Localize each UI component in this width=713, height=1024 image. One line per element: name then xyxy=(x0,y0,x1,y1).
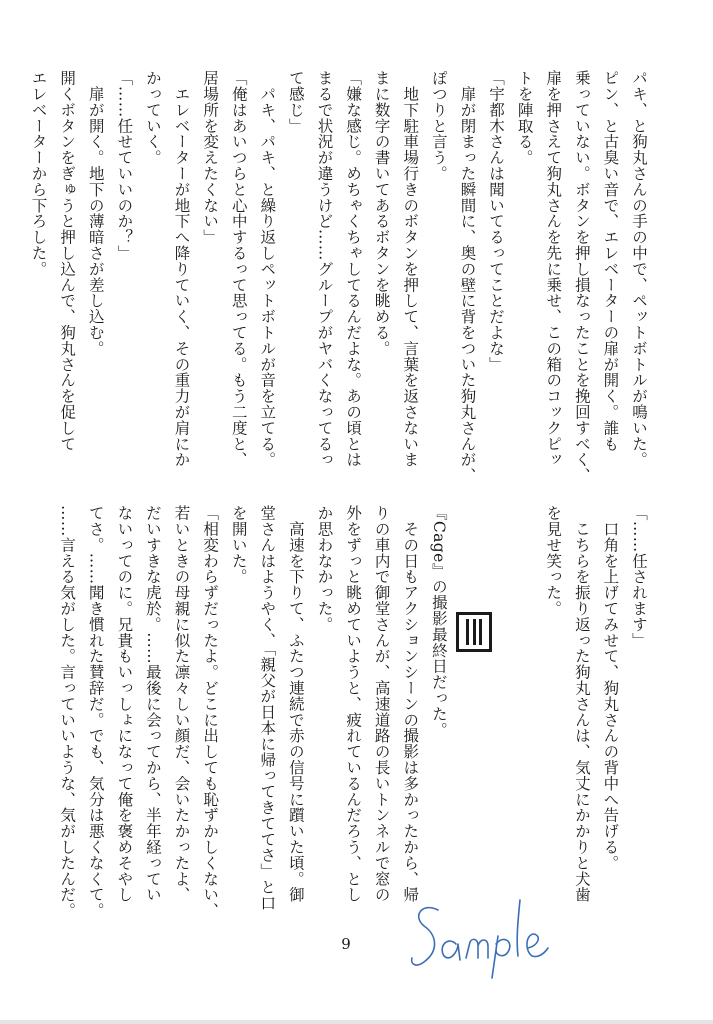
text-line: トを陣取る。 xyxy=(515,70,534,166)
text-line: 「相変わらずだったよ。どこに出しても恥ずかしくない、 xyxy=(201,505,220,919)
text-line: 扉が閉まった瞬間に、奥の壁に背をついた狗丸さんが、 xyxy=(458,70,477,484)
text-line: 『Cage』の撮影最終日だった。 xyxy=(429,505,448,738)
top-text-column xyxy=(24,70,653,490)
text-line: てさ。……聞き慣れた賛辞だ。でも、気分は悪くなくて。 xyxy=(86,505,105,919)
text-line: その日もアクションシーンの撮影は多かったから、帰 xyxy=(401,505,420,903)
text-line: 口角を上げてみせて、狗丸さんの背中へ告げる。 xyxy=(601,505,620,871)
text-line: 「……任せていいのか？」 xyxy=(115,70,134,261)
text-line: 開くボタンをぎゅうと押し込んで、狗丸さんを促して xyxy=(58,70,77,452)
text-line: 「俺はあいつらと心中するって思ってる。もう二度と、 xyxy=(229,70,248,468)
text-line: ぽつりと言う。 xyxy=(429,70,448,182)
text-line: まるで状況が違うけど……グループがヤバくなってるっ xyxy=(315,70,334,468)
text-line: て感じ」 xyxy=(286,70,305,134)
text-line: 高速を下りて、ふたつ連続で赤の信号に躓いた頃。御 xyxy=(286,505,305,903)
text-line: りの車内で御堂さんが、高速道路の長いトンネルで窓の xyxy=(372,505,391,903)
text-line: こちらを振り返った狗丸さんは、気丈にかかりと犬歯 xyxy=(572,505,591,903)
text-line: 扉を押さえて狗丸さんを先に乗せ、この箱のコックピッ xyxy=(544,70,563,468)
text-line: パキ、と狗丸さんの手の中で、ペットボトルが鳴いた。 xyxy=(630,70,648,468)
page-bottom-rule xyxy=(0,1020,713,1024)
text-line: ……言える気がした。言っていいような、気がしたんだ。 xyxy=(58,505,77,919)
text-line: 乗っていない。ボタンを押し損なったことを挽回すべく、 xyxy=(572,70,591,484)
text-line: エレベーターから下ろした。 xyxy=(29,70,48,277)
text-line: だいすきな虎於。……最後に会ってから、半年経ってい xyxy=(143,505,162,903)
text-line: 「宇都木さんは聞いてるってことだよな」 xyxy=(487,70,506,373)
cage-bars-icon xyxy=(456,612,492,652)
text-line: 扉が開く。地下の薄暗さが差し込む。 xyxy=(86,70,105,357)
text-line: かっていく。 xyxy=(143,70,162,166)
text-line: ないってのに。兄貴もいっしょになって俺を褒めそやし xyxy=(115,505,134,903)
text-line: まに数字の書いてあるボタンを眺める。 xyxy=(372,70,391,357)
text-line: を見せ笑った。 xyxy=(544,505,563,617)
page-number: 9 xyxy=(341,935,351,953)
text-line: 若いときの母親に似た凛々しい顔だ、会いたかったよ、 xyxy=(172,505,191,903)
text-line: エレベーターが地下へ降りていく、その重力が肩にか xyxy=(172,70,191,468)
text-line: パキ、パキ、と繰り返しペットボトルが音を立てる。 xyxy=(258,70,277,468)
text-line: 堂さんはようやく、「親父が日本に帰ってきててさ」と口 xyxy=(258,505,277,911)
text-line: 居場所を変えたくない」 xyxy=(201,70,220,245)
text-line: 外をずっと眺めていようと、疲れているんだろう、とし xyxy=(344,505,363,903)
text-line: か思わなかった。 xyxy=(315,505,334,633)
text-line: 「……任されます」 xyxy=(630,505,648,649)
text-line: 地下駐車場行きのボタンを押して、言葉を返さないま xyxy=(401,70,420,468)
text-line: ピン、と古臭い音で、エレベーターの扉が開く。誰も xyxy=(601,70,620,452)
sample-watermark xyxy=(404,860,574,990)
text-line: 「嫌な感じ。めちゃくちゃしてるんだよな。あの頃とは xyxy=(344,70,363,468)
text-line: を開いた。 xyxy=(229,505,248,585)
